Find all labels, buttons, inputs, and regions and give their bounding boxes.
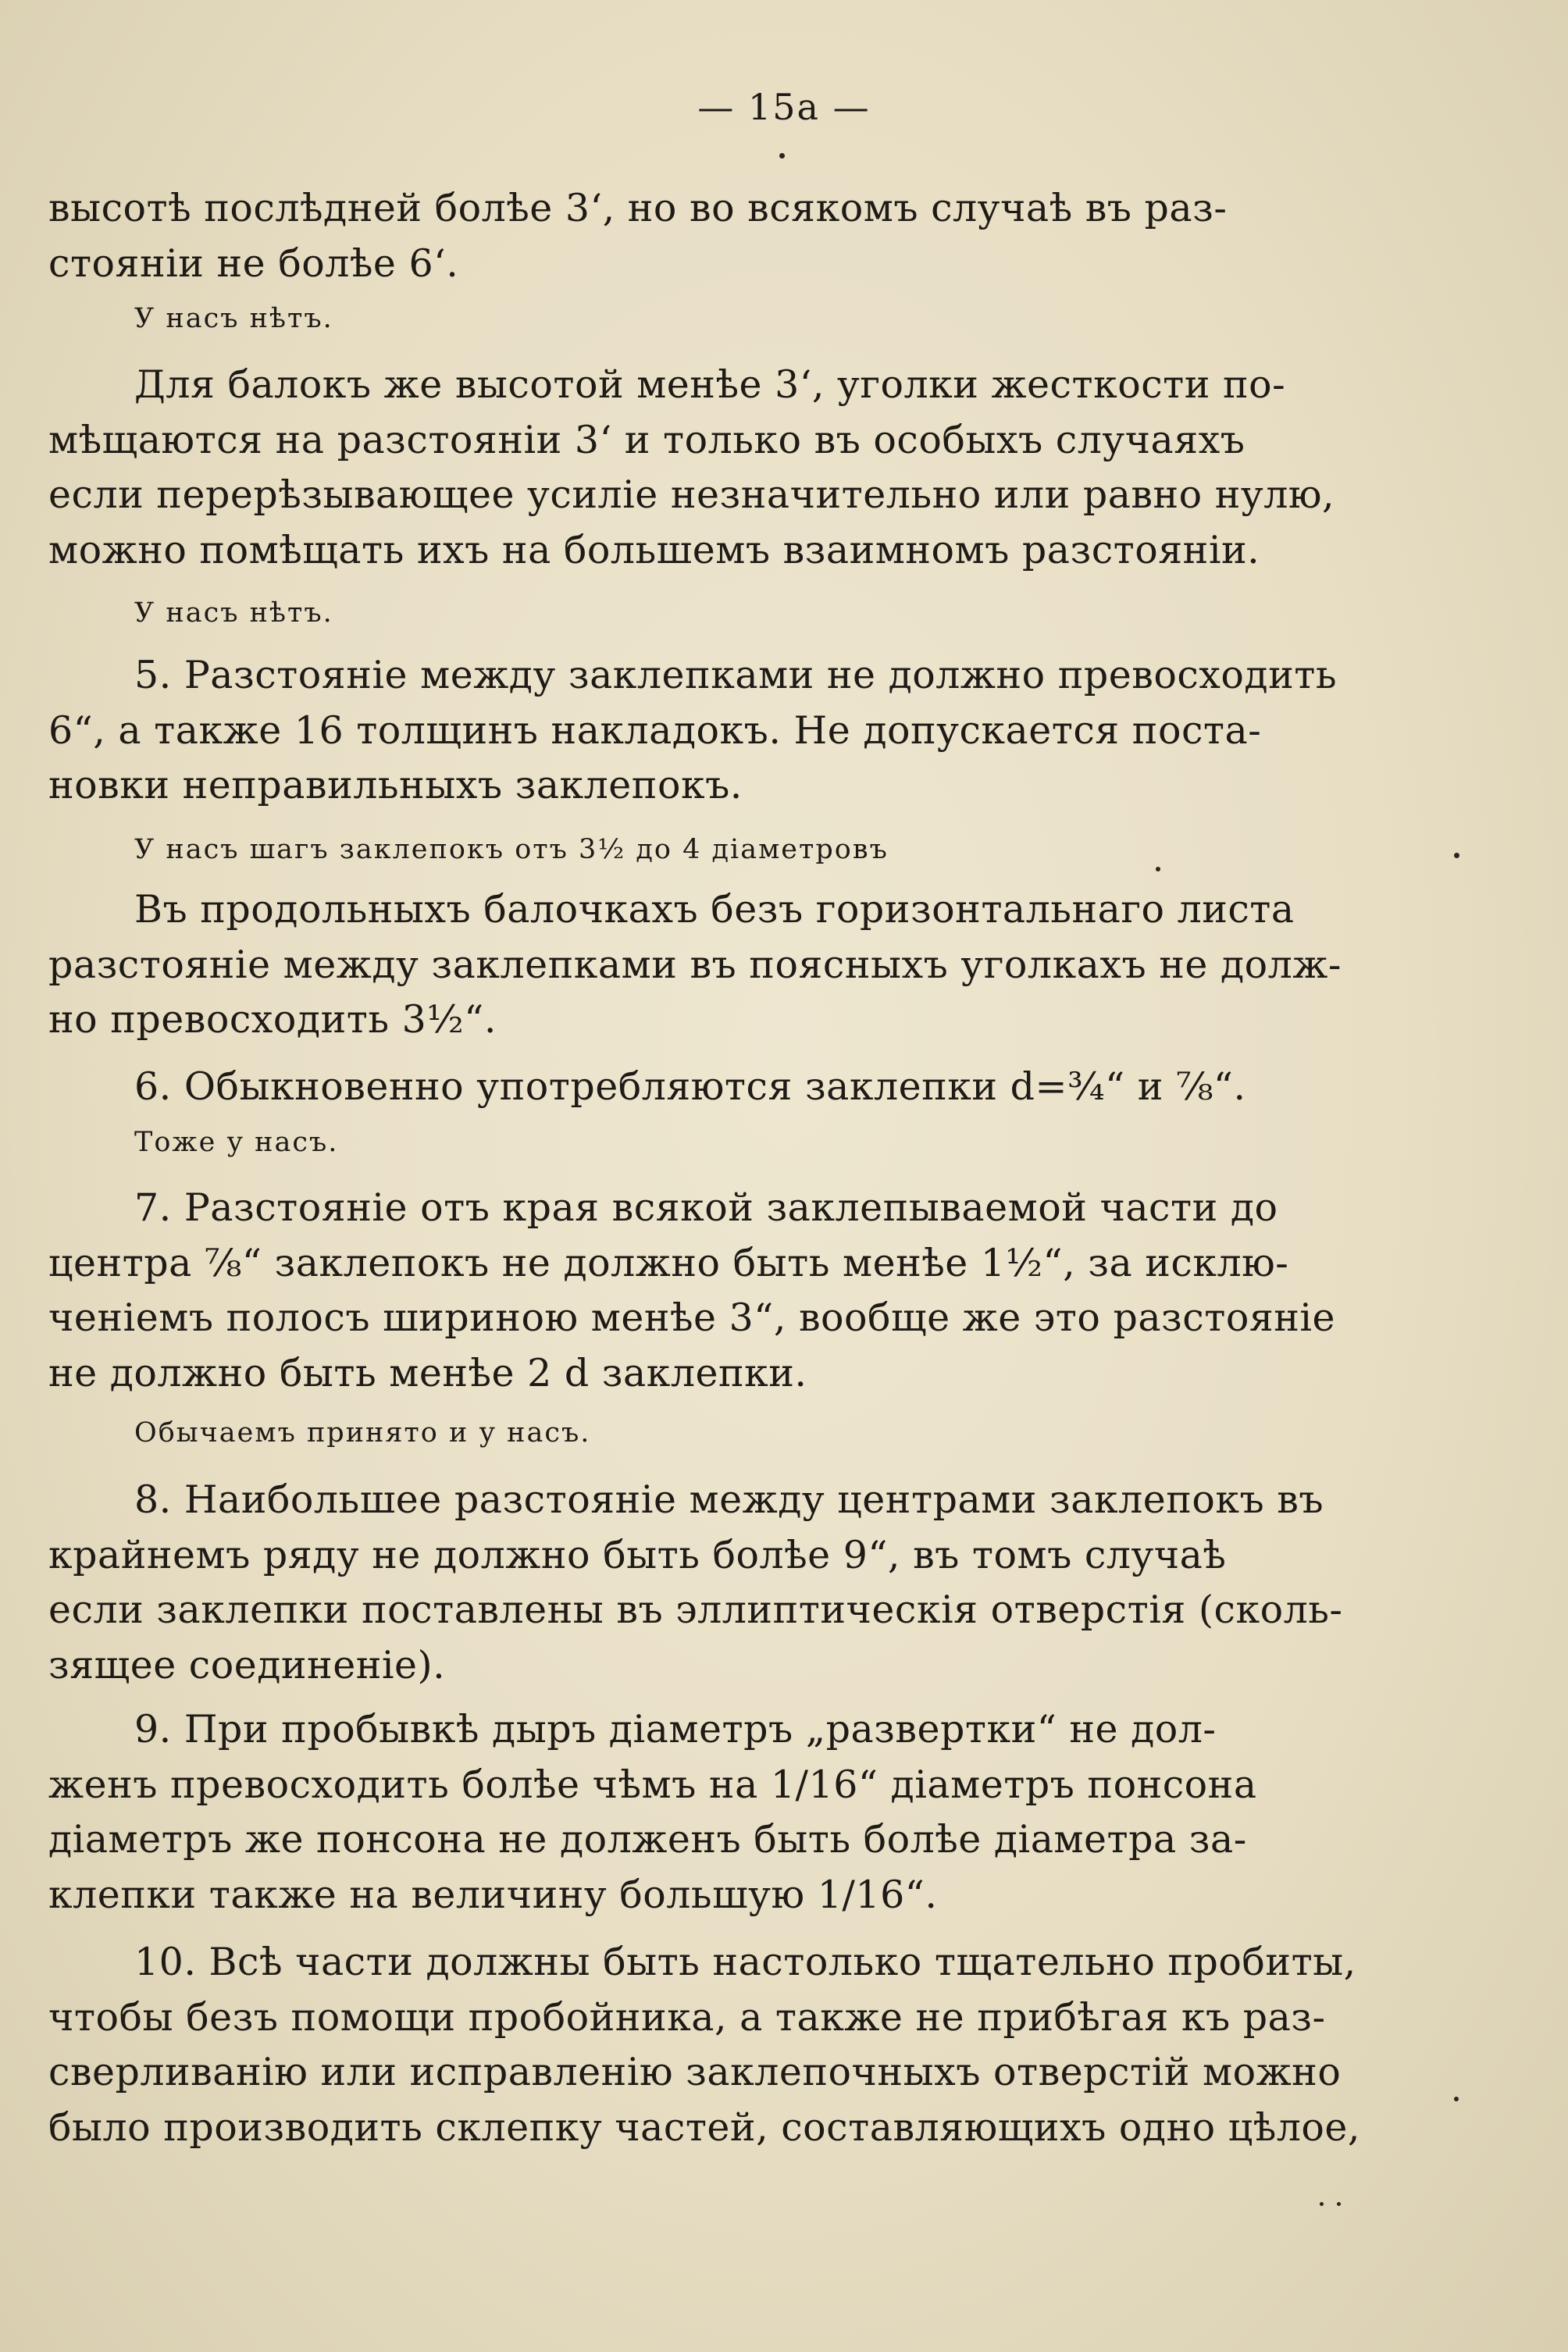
text-line: Въ продольныхъ балочкахъ безъ горизонтальнаго листа — [134, 887, 1295, 932]
paragraph-stiffeners — [48, 358, 1368, 578]
text-line: было производить склепку частей, составляющихъ одно цѣлое, — [48, 2104, 1360, 2150]
note-custom: Обычаемъ принято и у насъ. — [134, 1417, 591, 1449]
paragraph-item-10 — [48, 1935, 1368, 2155]
text-line: можно помѣщать ихъ на большемъ взаимномъ разстояніи. — [48, 527, 1260, 572]
scan-speck — [1337, 2202, 1341, 2206]
text-line: 9. При пробывкѣ дыръ діаметръ „развертки“ не дол- — [134, 1707, 1217, 1752]
paragraph-item-6 — [48, 1060, 1368, 1115]
text-line: чтобы безъ помощи пробойника, а также не прибѣгая къ раз- — [48, 1994, 1326, 2040]
text-line: крайнемъ ряду не должно быть болѣе 9“, въ томъ случаѣ — [48, 1532, 1227, 1577]
text-line: новки неправильныхъ заклепокъ. — [48, 763, 743, 807]
text-line: сверливанію или исправленію заклепочныхъ отверстій можно — [48, 2050, 1342, 2094]
text-line: не должно быть менѣе 2 d заклепки. — [48, 1350, 807, 1395]
note-ours: У насъ нѣтъ. — [134, 597, 333, 629]
text-line: 5. Разстояніе между заклепками не должно превосходить — [134, 653, 1338, 697]
note-rivet-pitch: У насъ шагъ заклепокъ отъ 3½ до 4 діаметровъ — [134, 834, 889, 865]
scan-speck — [1156, 867, 1160, 871]
scan-speck — [1454, 853, 1459, 858]
text-line: 7. Разстояніе отъ края всякой заклепываемой части до — [134, 1185, 1278, 1230]
text-line: мѣщаются на разстояніи 3‘ и только въ особыхъ случаяхъ — [48, 417, 1245, 462]
paragraph-item-8 — [48, 1473, 1368, 1693]
text-line: высотѣ послѣдней болѣе 3‘, но во всякомъ случаѣ въ раз- — [48, 186, 1228, 230]
text-line: зящее соединеніе). — [48, 1642, 446, 1687]
text-line: центра ⅞“ заклепокъ не должно быть менѣе 1½“, за исклю- — [48, 1240, 1289, 1285]
paragraph-item-5 — [48, 648, 1368, 814]
text-line: ченіемъ полосъ шириною менѣе 3“, вообще же это разстояніе — [48, 1295, 1336, 1340]
paragraph-item-9 — [48, 1702, 1368, 1923]
scan-speck — [1320, 2202, 1324, 2206]
text-line: разстояніе между заклепками въ поясныхъ уголкахъ не долж- — [48, 942, 1342, 987]
paragraph-continuation — [48, 181, 1368, 291]
text-line: 10. Всѣ части должны быть настолько тщательно пробиты, — [134, 1940, 1356, 1984]
text-line: 6. Обыкновенно употребляются заклепки d=¾“ и ⅞“. — [134, 1064, 1246, 1109]
note-ours: У насъ нѣтъ. — [134, 303, 333, 334]
paragraph-item-7 — [48, 1181, 1368, 1401]
text-line: но превосходить 3½“. — [48, 997, 497, 1042]
note-same: Тоже у насъ. — [134, 1127, 339, 1158]
scan-speck — [779, 153, 785, 159]
scan-speck — [1454, 2097, 1459, 2101]
text-line: діаметръ же понсона не долженъ быть болѣе діаметра за- — [48, 1817, 1247, 1862]
text-line: стояніи не болѣе 6‘. — [48, 241, 459, 286]
text-line: 8. Наибольшее разстояніе между центрами заклепокъ въ — [134, 1477, 1324, 1522]
page-number: — 15а — — [697, 86, 871, 128]
text-line: если перерѣзывающее усиліе незначительно или равно нулю, — [48, 472, 1335, 517]
text-line: 6“, а также 16 толщинъ накладокъ. Не допускается поста- — [48, 707, 1262, 753]
text-line: клепки также на величину большую 1/16“. — [48, 1872, 938, 1917]
text-line: Для балокъ же высотой менѣе 3‘, уголки жесткости по- — [134, 362, 1286, 407]
text-line: если заклепки поставлены въ эллиптическія отверстія (сколь- — [48, 1588, 1343, 1632]
text-line: женъ превосходить болѣе чѣмъ на 1/16“ діаметръ понсона — [48, 1762, 1257, 1807]
paragraph-stringers — [48, 882, 1368, 1048]
